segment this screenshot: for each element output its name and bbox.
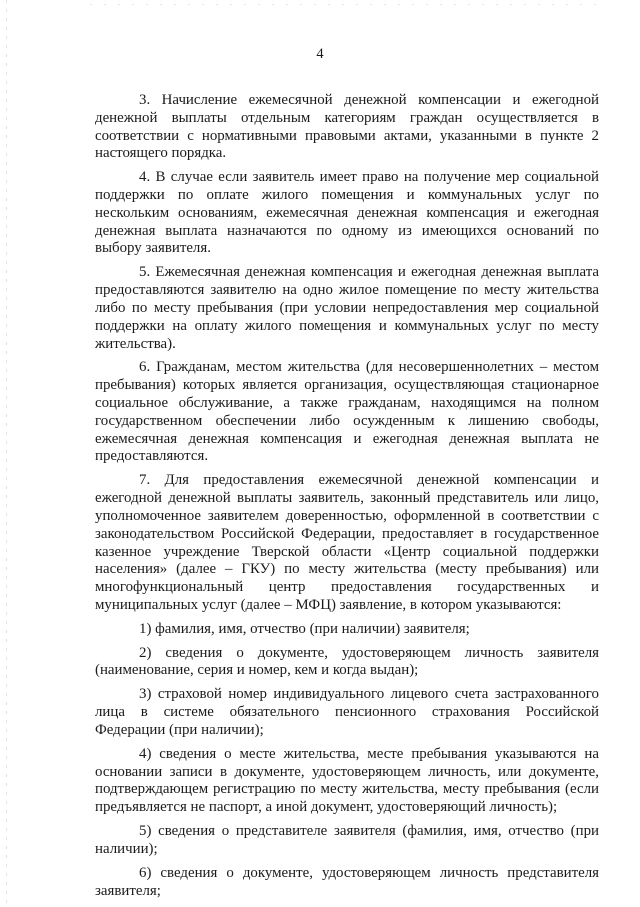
subitem-5: 5) сведения о представителе заявителя (фамилия, имя, отчество (при наличии);: [95, 823, 599, 857]
page-number: 4: [316, 46, 324, 62]
paragraph-item-5: 5. Ежемесячная денежная компенсация и ежегодная денежная выплата предоставляются заявителю на одно жилое помещение по месту жительства либо по месту пребывания (при условии непредоставления мер социальной поддержки на оплату жилого помещения и коммунальных услуг по месту жительства).: [95, 264, 599, 352]
paragraph-item-3: 3. Начисление ежемесячной денежной компенсации и ежегодной денежной выплаты отдельным категориям граждан осуществляется в соответствии с нормативными правовыми актами, указанными в пункте 2 настоящего порядка.: [95, 92, 599, 162]
subitem-1: 1) фамилия, имя, отчество (при наличии) заявителя;: [139, 620, 470, 637]
paragraph-item-6: 6. Гражданам, местом жительства (для несовершеннолетних – местом пребывания) которых является организация, осуществляющая стационарное социальное обслуживание, а также гражданам, находящимся на полном государственном обеспечении либо осужденным к лишению свободы, ежемесячная денежная компенсация и ежегодная денежная выплата не предоставляются.: [95, 359, 599, 465]
scan-edge-artifact: [6, 0, 7, 905]
subitem-2: 2) сведения о документе, удостоверяющем личность заявителя (наименование, серия и номер, кем и когда выдан);: [95, 644, 599, 679]
document-body: [95, 92, 599, 907]
subitem-4: 4) сведения о месте жительства, месте пребывания указываются на основании записи в документе, удостоверяющем личность, или документе, подтверждающем регистрацию по месту жительства, месту пребывания (если предъявляется не паспорт, а иной документ, удостоверяющий личность);: [95, 745, 599, 816]
paragraph-item-4: 4. В случае если заявитель имеет право на получение мер социальной поддержки по оплате жилого помещения и коммунальных услуг по нескольким основаниям, ежемесячная денежная компенсация и ежегодная денежная выплата назначаются по одному из имеющихся оснований по выбору заявителя.: [95, 169, 599, 257]
subitem-6: 6) сведения о документе, удостоверяющем личность представителя заявителя;: [95, 864, 599, 899]
paragraph-item-7: 7. Для предоставления ежемесячной денежной компенсации и ежегодной денежной выплаты заявитель, законный представитель или лицо, уполномоченное заявителем доверенностью, оформленной в соответствии с законодательством Российской Федерации, предоставляет в государственное казенное учреждение Тверской области «Центр социальной поддержки населения» (далее – ГКУ) по месту жительства (месту пребывания) или многофункциональный центр предоставления государственных и муниципальных услуг (далее – МФЦ) заявление, в котором указываются:: [95, 472, 599, 613]
subitem-3: 3) страховой номер индивидуального лицевого счета застрахованного лица в системе обязательного пенсионного страхования Российской Федерации (при наличии);: [95, 686, 599, 738]
scan-top-artifact: [90, 4, 600, 5]
